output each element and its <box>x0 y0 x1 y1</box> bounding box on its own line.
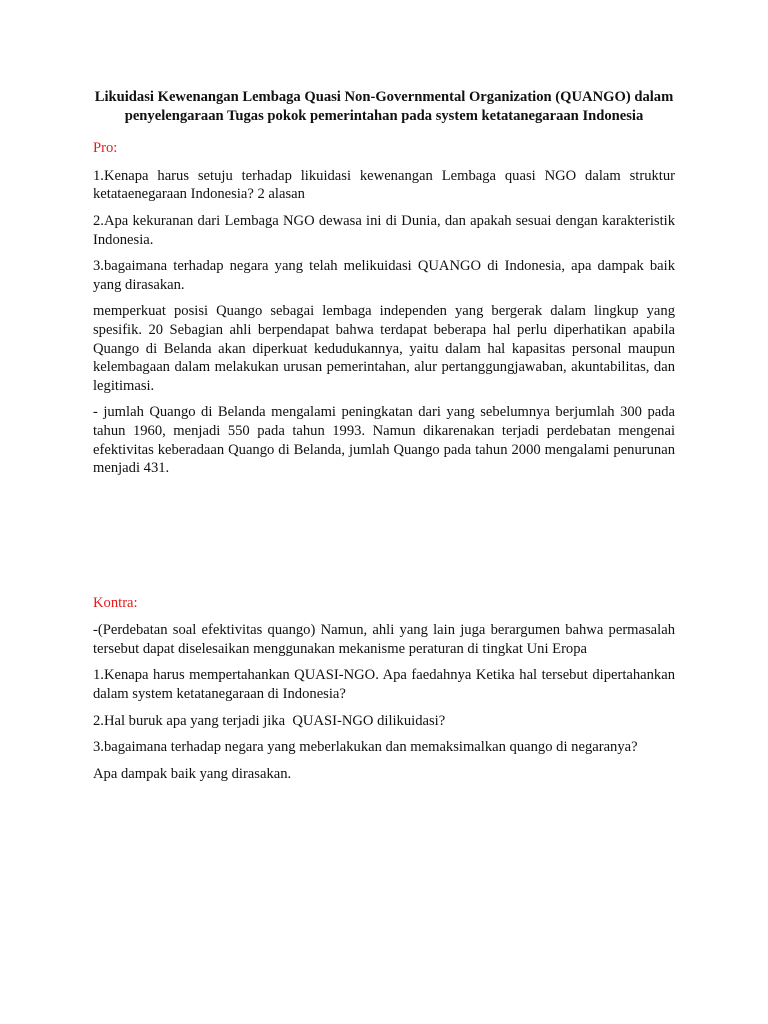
kontra-paragraph-5: Apa dampak baik yang dirasakan. <box>93 765 292 782</box>
blank-space <box>93 486 675 594</box>
kontra-paragraph-2: 1.Kenapa harus mempertahankan QUASI-NGO. Apa faedahnya Ketika hal tersebut dipertahankan dalam system ketatanegaraan di Indonesia? <box>93 667 679 703</box>
kontra-heading: Kontra: <box>93 594 138 611</box>
document-title: Likuidasi Kewenangan Lembaga Quasi Non-Governmental Organization (QUANGO) dalam penyelengaraan Tugas pokok pemerintahan pada system ketatanegaraan Indonesia <box>94 89 674 124</box>
pro-paragraph-5: - jumlah Quango di Belanda mengalami peningkatan dari yang sebelumnya berjumlah 300 pada tahun 1960, menjadi 550 pada tahun 1993. Namun dikarenakan terjadi perdebatan mengenai efektivitas keberadaan Quango di Belanda, jumlah Quango pada tahun 2000 mengalami penurunan menjadi 431. <box>93 404 679 477</box>
kontra-paragraph-1: -(Perdebatan soal efektivitas quango) Namun, ahli yang lain juga berargumen bahwa permasalah tersebut dapat diselesaikan menggunakan mekanisme peraturan di tingkat Uni Eropa <box>93 622 679 657</box>
pro-paragraph-1: 1.Kenapa harus setuju terhadap likuidasi kewenangan Lembaga quasi NGO dalam struktur ketataenegaraan Indonesia? 2 alasan <box>93 167 679 203</box>
pro-heading: Pro: <box>93 140 118 157</box>
pro-paragraph-3: 3.bagaimana terhadap negara yang telah melikuidasi QUANGO di Indonesia, apa dampak baik yang dirasakan. <box>93 258 679 293</box>
pro-paragraph-2: 2.Apa kekuranan dari Lembaga NGO dewasa ini di Dunia, dan apakah sesuai dengan karakteristik Indonesia. <box>93 212 679 248</box>
document-page <box>93 88 679 791</box>
pro-paragraph-4: memperkuat posisi Quango sebagai lembaga independen yang bergerak dalam lingkup yang spesifik. 20 Sebagian ahli berpendapat bahwa terdapat beberapa hal perlu diperhatikan apabila Quango di Belanda akan diperkuat kedudukannya, yaitu dalam hal kapasitas personal maupun kelembagaan dalam melakukan urusan pemerintahan, alur pertanggungjawaban, akuntabilitas, dan legitimasi. <box>93 303 679 394</box>
kontra-paragraph-3: 2.Hal buruk apa yang terjadi jika QUASI-NGO dilikuidasi? <box>93 712 446 729</box>
kontra-paragraph-4: 3.bagaimana terhadap negara yang meberlakukan dan memaksimalkan quango di negaranya? <box>93 739 638 756</box>
